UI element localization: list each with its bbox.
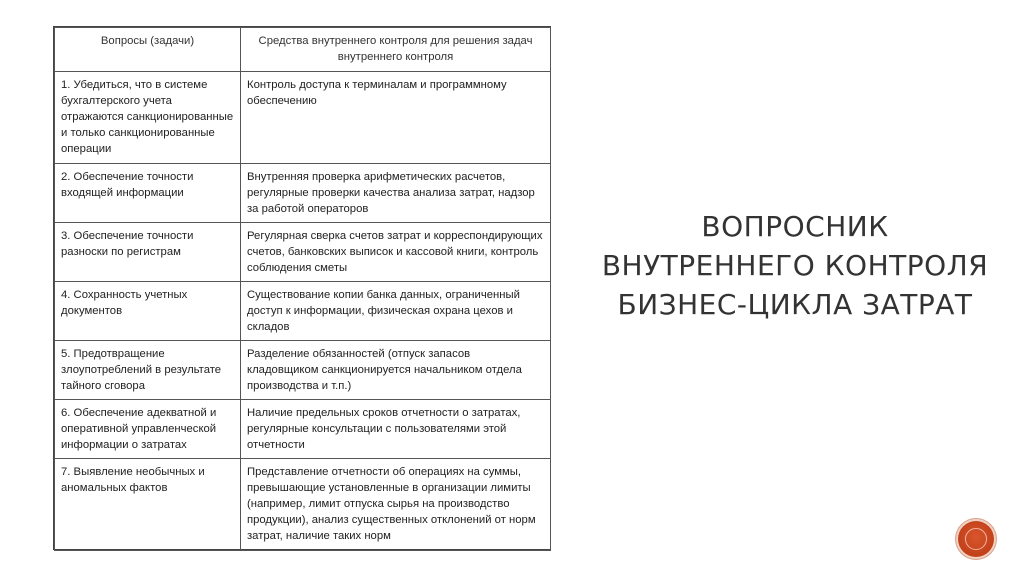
slide-title-line: БИЗНЕС-ЦИКЛА ЗАТРАТ bbox=[617, 288, 973, 321]
row-control: Внутренняя проверка арифметических расчетов, регулярные проверки качества анализа затрат, надзор за работой операторов bbox=[241, 164, 551, 223]
row-question: 6. Обеспечение адекватной и оперативной управленческой информации о затратах bbox=[55, 400, 241, 459]
row-control: Регулярная сверка счетов затрат и корреспондирующих счетов, банковских выписок и кассовой книги, контроль соблюдения сметы bbox=[241, 223, 551, 282]
table-row bbox=[55, 459, 551, 551]
table-row bbox=[55, 72, 551, 164]
row-control: Существование копии банка данных, ограниченный доступ к информации, физическая охрана цехов и складов bbox=[241, 282, 551, 341]
row-control: Наличие предельных сроков отчетности о затратах, регулярные консультации с пользователями этой отчетности bbox=[241, 400, 551, 459]
row-question: 7. Выявление необычных и аномальных фактов bbox=[55, 459, 241, 551]
table-row bbox=[55, 164, 551, 223]
table-row bbox=[55, 282, 551, 341]
row-question: 1. Убедиться, что в системе бухгалтерского учета отражаются санкционированные и только санкционированные операции bbox=[55, 72, 241, 164]
table-row bbox=[55, 223, 551, 282]
table-row bbox=[55, 341, 551, 400]
slide-title-line: ВОПРОСНИК bbox=[701, 210, 889, 243]
row-control: Контроль доступа к терминалам и программному обеспечению bbox=[241, 72, 551, 164]
row-question: 2. Обеспечение точности входящей информации bbox=[55, 164, 241, 223]
table-row bbox=[55, 400, 551, 459]
row-question: 4. Сохранность учетных документов bbox=[55, 282, 241, 341]
row-question: 5. Предотвращение злоупотреблений в результате тайного сговора bbox=[55, 341, 241, 400]
row-control: Представление отчетности об операциях на суммы, превышающие установленные в организации лимиты (например, лимит отпуска сырья на производство продукции), анализ существенных отклонений от норм затрат, наличие таких норм bbox=[241, 459, 551, 551]
table-header-row bbox=[55, 28, 551, 72]
slide-title-line: ВНУТРЕННЕГО КОНТРОЛЯ bbox=[601, 249, 989, 282]
slide-title bbox=[570, 207, 1020, 324]
row-question: 3. Обеспечение точности разноски по регистрам bbox=[55, 223, 241, 282]
control-table bbox=[54, 27, 551, 551]
row-control: Разделение обязанностей (отпуск запасов кладовщиком санкционируется начальником отдела производства и т.п.) bbox=[241, 341, 551, 400]
slide-nav-button[interactable] bbox=[958, 521, 994, 557]
control-table-container bbox=[53, 26, 551, 550]
header-questions: Вопросы (задачи) bbox=[55, 28, 241, 72]
header-controls: Средства внутреннего контроля для решения задач внутреннего контроля bbox=[241, 28, 551, 72]
